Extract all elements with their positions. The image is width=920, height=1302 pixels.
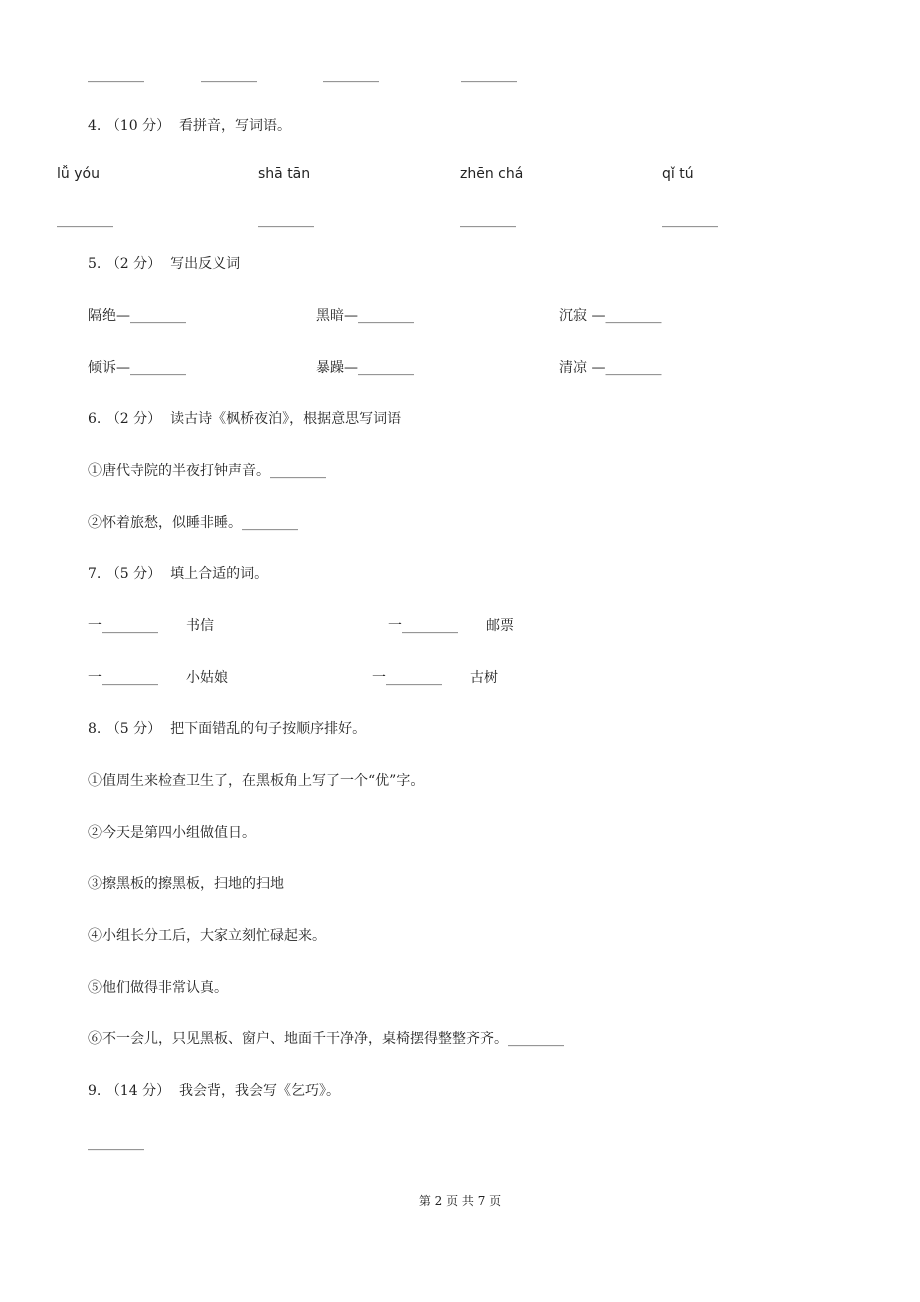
q7-word-1: 书信 bbox=[186, 618, 214, 634]
q5-item-1[interactable]: 隔绝—________ bbox=[88, 308, 186, 324]
q4-number: 4. bbox=[88, 118, 102, 134]
q9-prompt: 我会背，我会写《乞巧》。 bbox=[178, 1083, 340, 1099]
q6-number: 6. bbox=[88, 411, 102, 427]
q8-number: 8. bbox=[88, 721, 102, 737]
q8-heading bbox=[88, 720, 366, 738]
q4-heading bbox=[88, 117, 291, 135]
q3-blank-3[interactable]: ________ bbox=[323, 67, 379, 83]
q8-item-4: ④小组长分工后，大家立刻忙碌起来。 bbox=[88, 928, 326, 944]
q8-points: （5 分） bbox=[105, 721, 162, 737]
q8-item-1: ①值周生来检查卫生了，在黑板角上写了一个“优”字。 bbox=[88, 773, 425, 789]
q7-word-4: 古树 bbox=[470, 670, 498, 686]
q5-prompt: 写出反义词 bbox=[170, 256, 241, 272]
q5-item-2[interactable]: 黑暗—________ bbox=[316, 308, 414, 324]
q4-blank-2[interactable]: ________ bbox=[258, 212, 314, 228]
q3-blank-1[interactable]: ________ bbox=[88, 67, 144, 83]
q4-points: （10 分） bbox=[105, 118, 171, 134]
q5-item-3[interactable]: 沉寂 —________ bbox=[559, 308, 662, 324]
q3-blank-2[interactable]: ________ bbox=[201, 67, 257, 83]
q7-heading bbox=[88, 565, 268, 583]
q4-pinyin-2: shā tān bbox=[258, 166, 311, 182]
q6-prompt: 读古诗《枫桥夜泊》，根据意思写词语 bbox=[170, 411, 402, 427]
q6-item-2[interactable]: ②怀着旅愁，似睡非睡。________ bbox=[88, 515, 298, 531]
q8-item-5: ⑤他们做得非常认真。 bbox=[88, 980, 228, 996]
q7-prompt: 填上合适的词。 bbox=[170, 566, 269, 582]
q7-number: 7. bbox=[88, 566, 102, 582]
q4-pinyin-1: lǚ yóu bbox=[57, 166, 100, 182]
q5-number: 5. bbox=[88, 256, 102, 272]
q5-item-4[interactable]: 倾诉—________ bbox=[88, 360, 186, 376]
q8-item-2: ②今天是第四小组做值日。 bbox=[88, 825, 256, 841]
q4-pinyin-4: qǐ tú bbox=[662, 166, 694, 182]
q7-blank-2[interactable]: 一________ bbox=[388, 618, 458, 634]
q7-blank-3[interactable]: 一________ bbox=[88, 670, 158, 686]
q5-points: （2 分） bbox=[105, 256, 162, 272]
q5-item-5[interactable]: 暴躁—________ bbox=[316, 360, 414, 376]
q8-item-3: ③擦黑板的擦黑板，扫地的扫地 bbox=[88, 876, 284, 892]
q8-prompt: 把下面错乱的句子按顺序排好。 bbox=[170, 721, 367, 737]
q9-points: （14 分） bbox=[105, 1083, 171, 1099]
q7-word-3: 小姑娘 bbox=[186, 670, 228, 686]
q9-blank[interactable]: ________ bbox=[88, 1135, 144, 1151]
q4-pinyin-3: zhēn chá bbox=[460, 166, 524, 182]
q4-blank-4[interactable]: ________ bbox=[662, 212, 718, 228]
page-footer: 第 2 页 共 7 页 bbox=[418, 1194, 502, 1208]
q4-blank-3[interactable]: ________ bbox=[460, 212, 516, 228]
q7-blank-1[interactable]: 一________ bbox=[88, 618, 158, 634]
q7-blank-4[interactable]: 一________ bbox=[372, 670, 442, 686]
q9-number: 9. bbox=[88, 1083, 102, 1099]
q6-item-1[interactable]: ①唐代寺院的半夜打钟声音。________ bbox=[88, 463, 326, 479]
q8-item-6[interactable]: ⑥不一会儿，只见黑板、窗户、地面千干净净，桌椅摆得整整齐齐。________ bbox=[88, 1031, 564, 1047]
q7-points: （5 分） bbox=[105, 566, 162, 582]
q7-word-2: 邮票 bbox=[486, 618, 514, 634]
q5-item-6[interactable]: 清凉 —________ bbox=[559, 360, 662, 376]
q9-heading bbox=[88, 1082, 340, 1100]
q4-prompt: 看拼音，写词语。 bbox=[178, 118, 291, 134]
q3-blank-4[interactable]: ________ bbox=[461, 67, 517, 83]
q4-blank-1[interactable]: ________ bbox=[57, 212, 113, 228]
q6-points: （2 分） bbox=[105, 411, 162, 427]
q6-heading bbox=[88, 410, 401, 428]
q5-heading bbox=[88, 255, 240, 273]
